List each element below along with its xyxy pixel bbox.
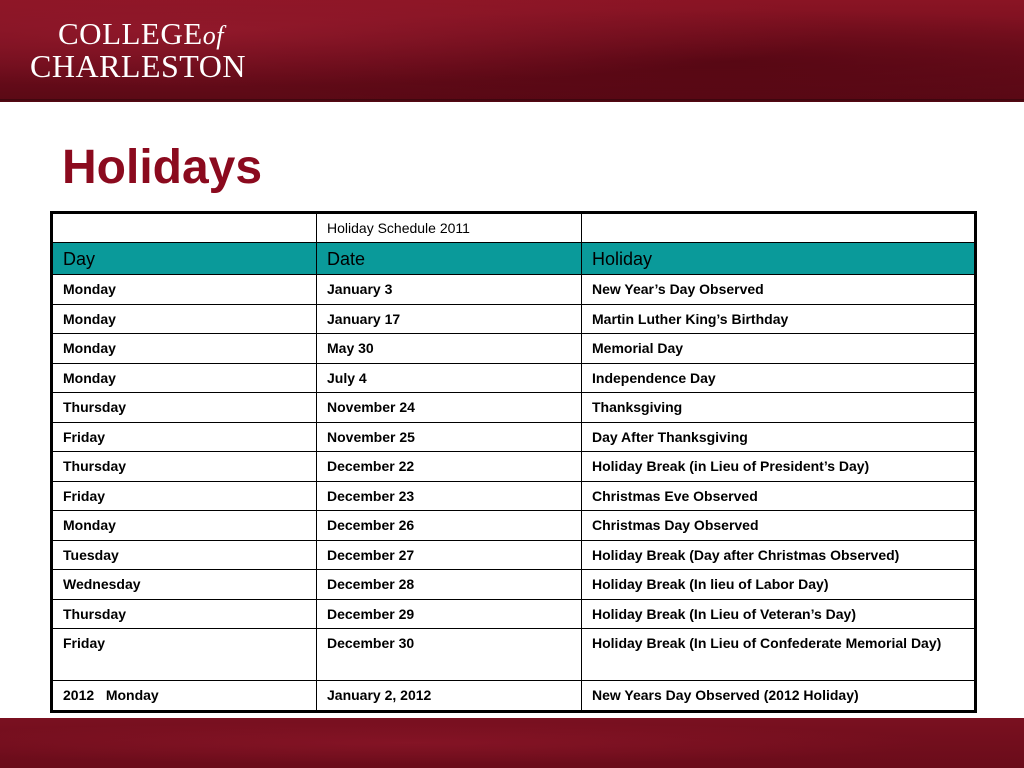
cell-date: December 30 xyxy=(317,629,582,681)
table-row xyxy=(52,511,976,541)
cell-date: December 27 xyxy=(317,540,582,570)
table-caption-row xyxy=(52,213,976,243)
table-row xyxy=(52,540,976,570)
cell-holiday: Day After Thanksgiving xyxy=(582,422,976,452)
cell-date: December 22 xyxy=(317,452,582,482)
cell-holiday: New Years Day Observed (2012 Holiday) xyxy=(582,681,976,712)
table-row xyxy=(52,681,976,712)
cell-holiday: Independence Day xyxy=(582,363,976,393)
cell-holiday: Holiday Break (In Lieu of Confederate Memorial Day) xyxy=(582,629,976,681)
cell-day: Thursday xyxy=(52,452,317,482)
cell-day: Monday xyxy=(52,275,317,305)
table-row xyxy=(52,393,976,423)
cell-holiday: Christmas Eve Observed xyxy=(582,481,976,511)
cell-holiday: New Year’s Day Observed xyxy=(582,275,976,305)
cell-holiday: Holiday Break (Day after Christmas Observed) xyxy=(582,540,976,570)
cell-day: Monday xyxy=(52,363,317,393)
top-banner xyxy=(0,0,1024,102)
cell-day: Friday xyxy=(52,422,317,452)
cell-holiday: Holiday Break (In lieu of Labor Day) xyxy=(582,570,976,600)
cell-day: Thursday xyxy=(52,393,317,423)
cell-date: December 29 xyxy=(317,599,582,629)
cell-date: January 3 xyxy=(317,275,582,305)
cell-day: Monday xyxy=(52,334,317,364)
caption-empty-cell xyxy=(52,213,317,243)
table-header-row xyxy=(52,243,976,275)
cell-date: December 28 xyxy=(317,570,582,600)
header-date: Date xyxy=(317,243,582,275)
cell-date: May 30 xyxy=(317,334,582,364)
cell-date: December 23 xyxy=(317,481,582,511)
page-title: Holidays xyxy=(62,141,263,194)
cell-holiday: Thanksgiving xyxy=(582,393,976,423)
cell-date: December 26 xyxy=(317,511,582,541)
cell-day: Monday xyxy=(52,304,317,334)
table-row xyxy=(52,275,976,305)
cell-day: Friday xyxy=(52,629,317,681)
header-holiday: Holiday xyxy=(582,243,976,275)
cell-day: Monday xyxy=(52,511,317,541)
logo-line2: CHARLESTON xyxy=(30,48,246,84)
table-row xyxy=(52,422,976,452)
cell-holiday: Memorial Day xyxy=(582,334,976,364)
table-row xyxy=(52,599,976,629)
header-day: Day xyxy=(52,243,317,275)
college-of-charleston-logo xyxy=(30,16,280,86)
cell-day: Friday xyxy=(52,481,317,511)
holiday-schedule-table xyxy=(50,211,977,713)
table-row xyxy=(52,334,976,364)
logo-of-text: of xyxy=(202,21,224,50)
cell-holiday: Holiday Break (in Lieu of President’s Day) xyxy=(582,452,976,482)
table-row xyxy=(52,304,976,334)
table-caption: Holiday Schedule 2011 xyxy=(317,213,582,243)
cell-date: November 24 xyxy=(317,393,582,423)
cell-day: Wednesday xyxy=(52,570,317,600)
cell-date: November 25 xyxy=(317,422,582,452)
bottom-banner xyxy=(0,718,1024,768)
table-row xyxy=(52,629,976,681)
cell-day: Thursday xyxy=(52,599,317,629)
cell-holiday: Holiday Break (In Lieu of Veteran’s Day) xyxy=(582,599,976,629)
logo-college-text: COLLEGE xyxy=(58,16,203,51)
cell-date: January 2, 2012 xyxy=(317,681,582,712)
table-row xyxy=(52,570,976,600)
cell-date: January 17 xyxy=(317,304,582,334)
table-row xyxy=(52,452,976,482)
table-row xyxy=(52,363,976,393)
caption-empty-cell xyxy=(582,213,976,243)
cell-date: July 4 xyxy=(317,363,582,393)
cell-day: 2012 Monday xyxy=(52,681,317,712)
cell-day: Tuesday xyxy=(52,540,317,570)
table-row xyxy=(52,481,976,511)
cell-holiday: Christmas Day Observed xyxy=(582,511,976,541)
cell-holiday: Martin Luther King’s Birthday xyxy=(582,304,976,334)
